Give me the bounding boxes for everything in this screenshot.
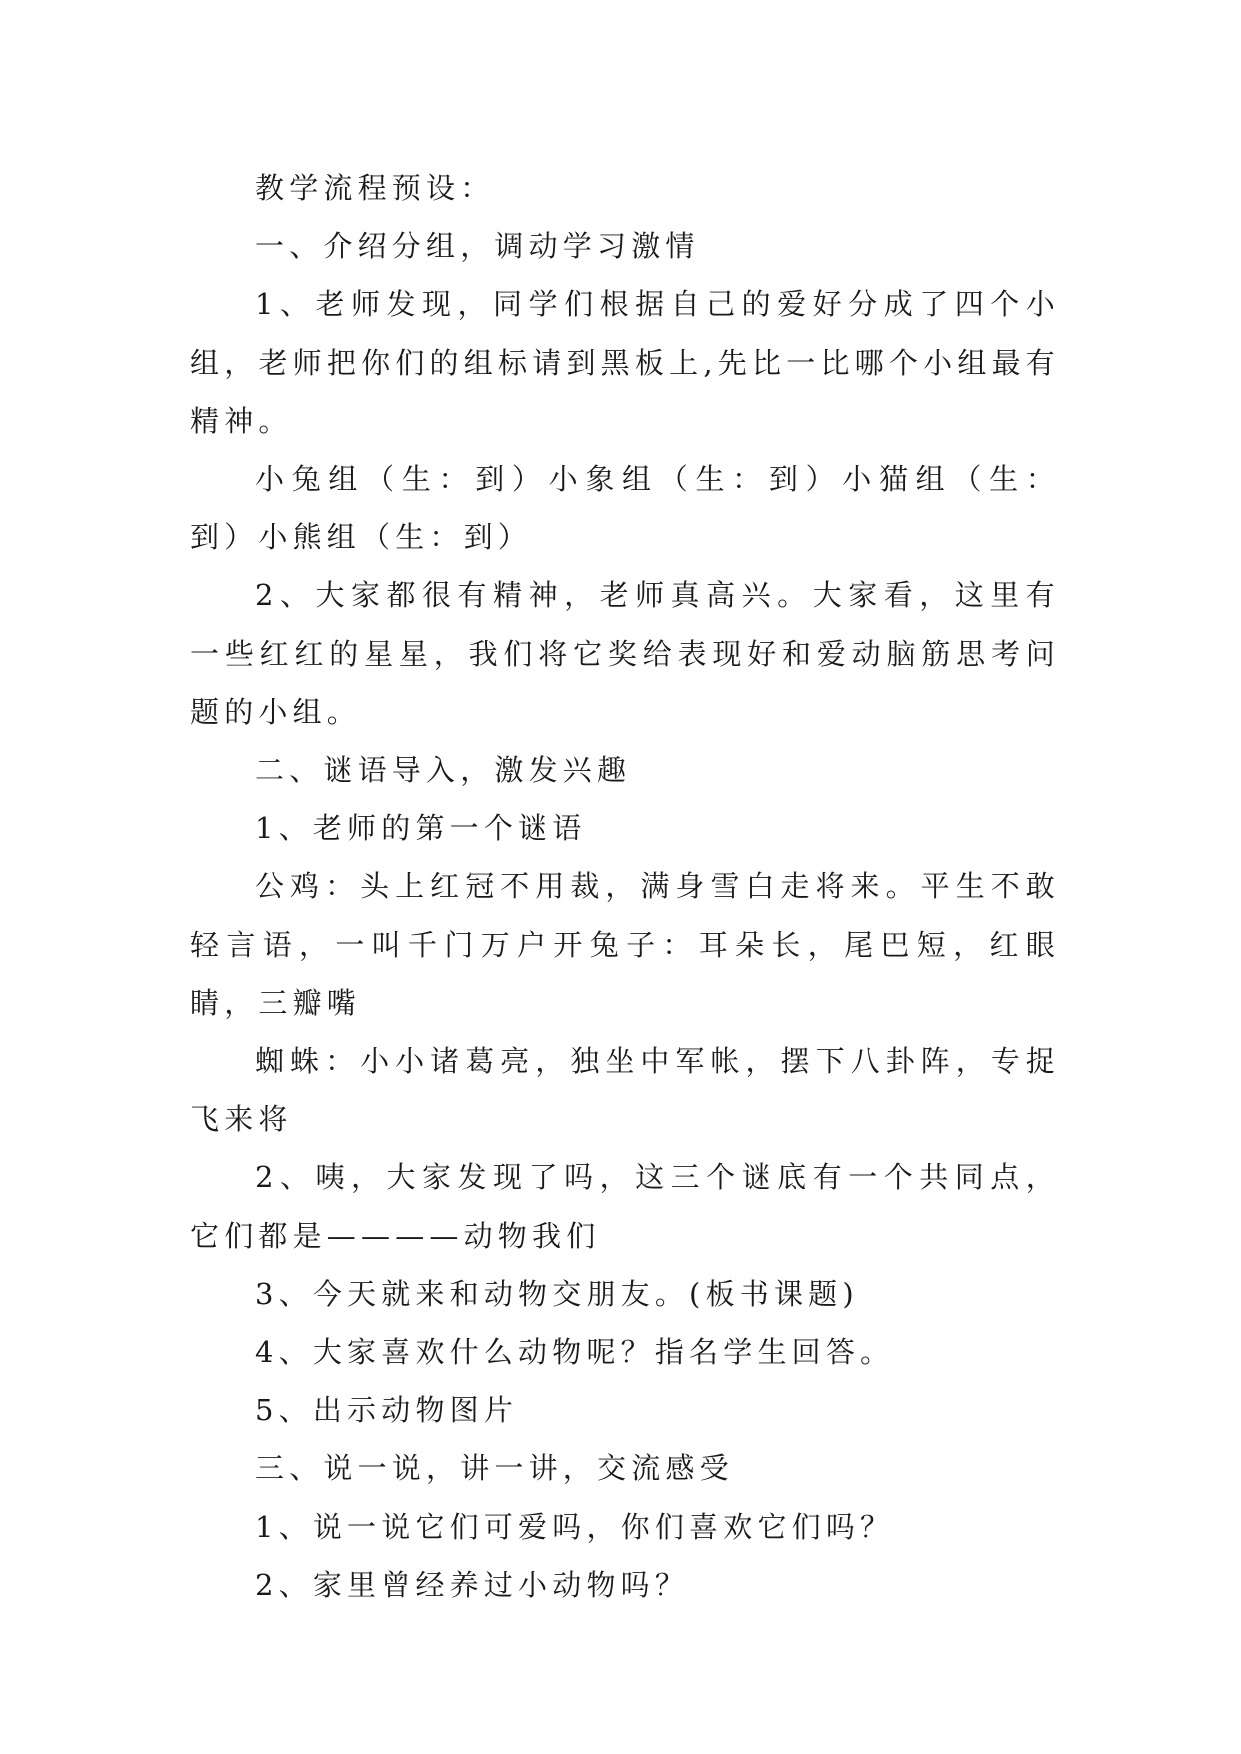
paragraph-section-3-item-1: 1、说一说它们可爱吗，你们喜欢它们吗？: [255, 1509, 895, 1544]
paragraph-section-1-heading: 一、介绍分组，调动学习激情: [255, 229, 700, 264]
paragraph-section-3-heading: 三、说一说，讲一讲，交流感受: [255, 1451, 734, 1486]
document-body: [190, 159, 1060, 1614]
paragraph-group-rollcall: 小兔组（生：到）小象组（生：到）小猫组（生：到）小熊组（生：到）: [190, 462, 1060, 555]
paragraph-riddle-spider: 蜘蛛：小小诸葛亮，独坐中军帐，摆下八卦阵，专捉飞来将: [190, 1044, 1060, 1137]
paragraph-heading-lesson-flow: 教学流程预设：: [255, 171, 495, 205]
paragraph-section-3-item-2: 2、家里曾经养过小动物吗？: [255, 1567, 690, 1602]
paragraph-section-2-item-5: 5、出示动物图片: [255, 1393, 519, 1428]
paragraph-section-1-item-1: 1、老师发现，同学们根据自己的爱好分成了四个小组，老师把你们的组标请到黑板上,先比一比哪个小组最有精神。: [190, 287, 1060, 438]
paragraph-section-2-item-4: 4、大家喜欢什么动物呢？指名学生回答。: [255, 1335, 895, 1370]
paragraph-section-2-heading: 二、谜语导入，激发兴趣: [255, 753, 632, 788]
paragraph-section-2-item-1: 1、老师的第一个谜语: [255, 811, 587, 846]
paragraph-section-2-item-2: 2、咦，大家发现了吗，这三个谜底有一个共同点，它们都是————动物我们: [190, 1160, 1060, 1253]
paragraph-section-1-item-2: 2、大家都很有精神，老师真高兴。大家看，这里有一些红红的星星，我们将它奖给表现好和爱动脑筋思考问题的小组。: [190, 578, 1060, 729]
paragraph-riddle-rooster-rabbit: 公鸡：头上红冠不用裁，满身雪白走将来。平生不敢轻言语，一叫千门万户开兔子：耳朵长，尾巴短，红眼睛，三瓣嘴: [190, 869, 1060, 1020]
paragraph-section-2-item-3: 3、今天就来和动物交朋友。(板书课题): [255, 1276, 859, 1311]
